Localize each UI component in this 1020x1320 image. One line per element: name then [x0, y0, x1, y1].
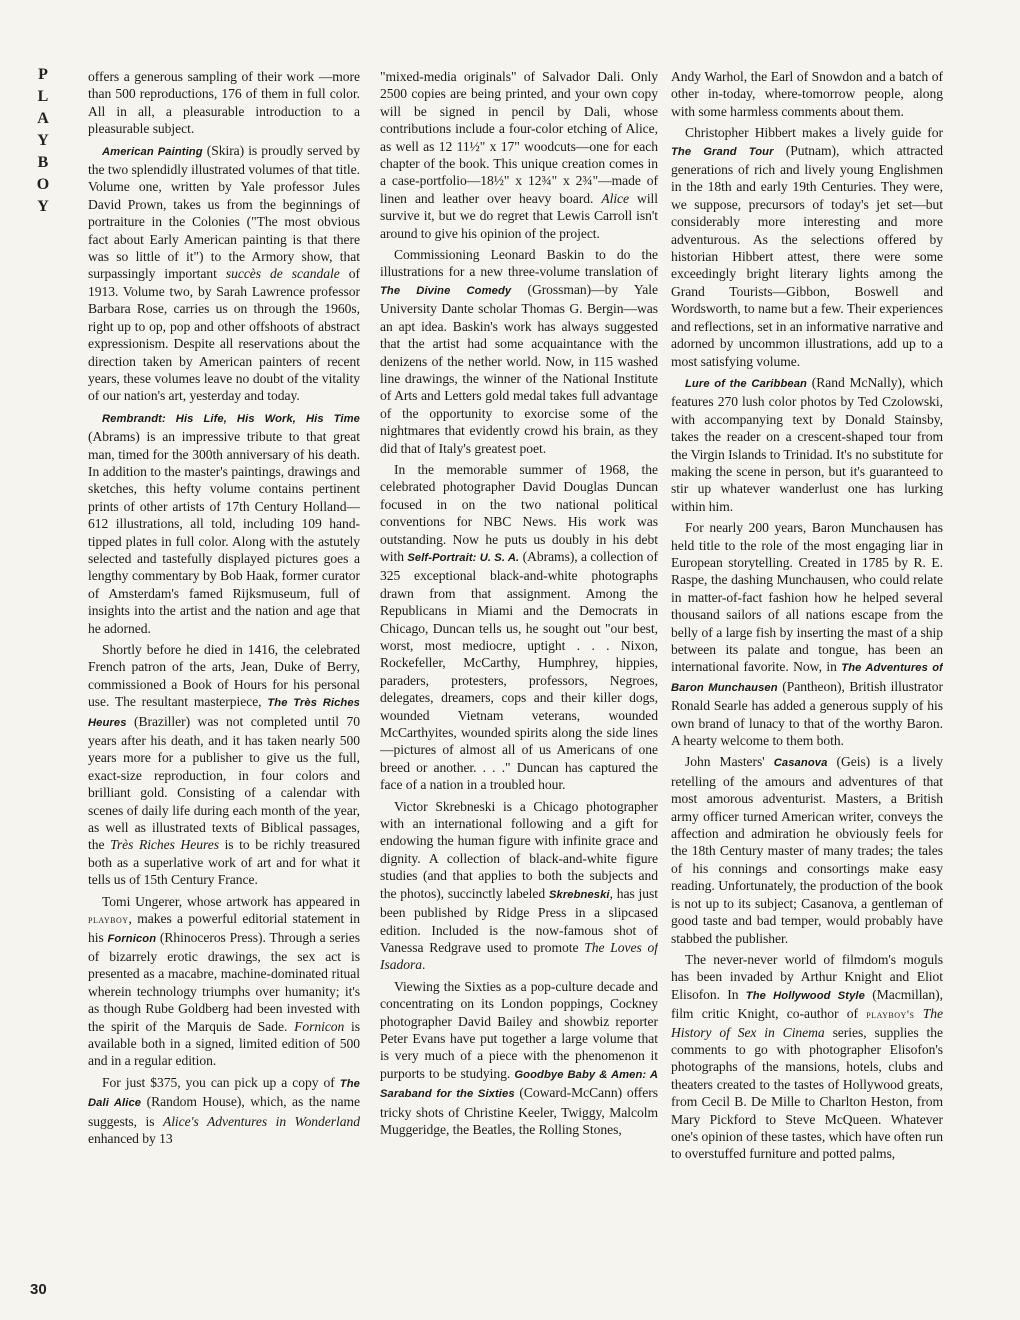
paragraph	[671, 374, 943, 515]
text-run: is available both in a signed, limited edition of 500 and in a regular edition.	[88, 1018, 360, 1069]
text-run: , has just been published by Ridge Press in a slipcased edition. Included is the now-famous shot of Vanessa Redgrave used to promote	[380, 885, 658, 955]
text-run: will survive it, but we do regret that Lewis Carroll isn't around to give his opinion of the project.	[380, 190, 658, 241]
text-run: The never-never world of filmdom's moguls has been invaded by Arthur Knight and Eliot Elisofon. In	[671, 951, 943, 1002]
magazine-letter: L	[37, 88, 49, 105]
book-title: The Adventures of Baron Munchausen	[671, 662, 943, 694]
text-run: Shortly before he died in 1416, the celebrated French patron of the arts, Jean, Duke of Berry, commissioned a Book of Hours for his personal use. The resultant masterpiece,	[88, 642, 360, 710]
text-run: (Rand McNally), which features 270 lush color photos by Ted Czolowski, with accompanying text by Donald Stainsby, takes the reader on a crescent-shaped tour from the Virgin Islands to Trinidad. It's no substitute for making the scene in person, but it's guaranteed to stir up whatever wanderlust one has lurking within him.	[671, 374, 943, 514]
paragraph	[380, 798, 658, 974]
text-run: Viewing the Sixties as a pop-culture decade and concentrating on its London poppings, Cockney photographer David Bailey and showbiz reporter Peter Evans have put together a large volume that is very much of a piece with the phenomenon it purports to be studying.	[380, 978, 658, 1081]
paragraph	[88, 409, 360, 637]
text-run: succès de scandale	[225, 266, 340, 282]
paragraph	[671, 68, 943, 120]
text-run: "mixed-media originals" of Salvador Dali. Only 2500 copies are being printed, and your own copy will be signed in pencil by Dali, whose contributions include a four-color etching of Alice, as well as 12 11½" x 17" woodcuts—one for each chapter of the book. This unique creation comes in a case-portfolio—18½" x 12¾" x 2¾"—made of linen and leather over heavy board.	[380, 69, 658, 206]
text-run: (Braziller) was not completed until 70 years after his death, and it has taken nearly 500 years more for a publisher to give us the full, exact-size reproduction, in four colors and brilliant gold. Consisting of a calendar with scenes of daily life during each month of the year, as well as illustrated texts of Biblical passages, the	[88, 713, 360, 853]
text-run: enhanced by 13	[88, 1130, 173, 1146]
book-title: Casanova	[773, 757, 828, 770]
book-title: The Très Riches Heures	[88, 697, 360, 729]
magazine-letter: Y	[37, 198, 49, 215]
text-run: Alice	[601, 190, 630, 206]
book-title: The Divine Comedy	[380, 284, 512, 297]
magazine-letter: O	[36, 176, 50, 193]
magazine-letter: Y	[37, 132, 49, 149]
text-run: .	[421, 957, 426, 973]
paragraph	[671, 124, 943, 370]
text-run: (Macmillan), film critic Knight, co-author of	[671, 986, 943, 1022]
text-run: The History of Sex in Cinema	[671, 1006, 943, 1040]
text-run: offers a generous sampling of their work —more than 500 reproductions, 176 of them in full color. All in all, a pleasurable introduction to a pleasurable subject.	[88, 69, 360, 137]
text-run: (Grossman)—by Yale University Dante scholar Thomas G. Bergin—was an apt idea. Baskin's work has always suggested that the artist had some acquaintance with the denizens of the nether world. Now, in 115 washed line drawings, the winner of the National Institute of Arts and Letters gold medal takes full advantage of the opportunity to exorcise some of the nightmares that evidently crowd his brain, as they did that of Italy's greatest poet.	[380, 281, 658, 456]
magazine-letter: B	[37, 154, 49, 171]
book-title: The Dali Alice	[88, 1077, 360, 1110]
text-column-3	[671, 68, 943, 1308]
text-run: (Pantheon), British illustrator Ronald Searle has added a generous supply of his own brand of lunacy to that of the worthy Baron. A hearty welcome to them both.	[671, 678, 943, 749]
book-title: Fornicon	[107, 932, 157, 945]
text-run: is to be richly treasured both as a superlative work of art and for what it tells us of 15th Century France.	[88, 837, 360, 888]
paragraph	[88, 893, 360, 1070]
text-run: Fornicon	[294, 1018, 345, 1034]
paragraph	[380, 461, 658, 794]
book-title: The Hollywood Style	[745, 989, 865, 1002]
text-run: (Coward-McCann) offers tricky shots of Christine Keeler, Twiggy, Malcolm Muggeridge, the Beatles, the Rolling Stones,	[380, 1085, 658, 1137]
text-run: (Skira) is proudly served by the two splendidly illustrated volumes of that title. Volume one, written by Yale professor Jules David Prown, takes us from the beginnings of portraiture in the Colonies ("The most obvious fact about Early American painting is that there was so little of it") to the Armory show, that surpassingly important	[88, 142, 360, 282]
page-number: 30	[30, 1281, 47, 1298]
magazine-letter: A	[37, 110, 49, 127]
paragraph	[88, 68, 360, 138]
text-run: (Abrams) is an impressive tribute to that great man, timed for the 300th anniversary of his death. In addition to the master's paintings, drawings and sketches, this hefty volume contains pertinent prints of other artists of 17th Century Holland—612 illustrations, all told, including 109 hand-tipped plates in full color. Along with the astutely selected and tastefully displayed pictures goes a lengthy commentary by Bob Haak, former curator of Amsterdam's famed Rijksmuseum, full of insights into the artist and the nation and age that he adorned.	[88, 429, 360, 636]
text-run: Très Riches Heures	[110, 837, 219, 853]
paragraph	[671, 519, 943, 749]
text-run: The Loves of Isadora	[380, 939, 658, 973]
text-run: (Abrams), a collection of 325 exceptional black-and-white photographs drawn from that assignment. Among the Republicans in Miami and the Democrats in Chicago, Duncan tells us, he sought out "our best, worst, most mediocre, uptight . . . Nixon, Rockefeller, McCarthy, Humphrey, hippies, paraders, protesters, professors, Negroes, delegates, dreamers, cops and their killer dogs, wounded Vietnam veterans, wounded McCarthyites, wounded spirits along the side lines—pictures of almost all of us Americans of one breed or another. . . ." Duncan has captured the face of a nation in a troubled hour.	[380, 548, 658, 793]
paragraph	[671, 951, 943, 1163]
book-title: Self-Portrait: U. S. A.	[407, 551, 520, 564]
text-run: (Geis) is a lively retelling of the amours and adventures of that most amorous adventurist. Masters, a British army officer turned American writer, conveys the affection and admiration he obviously feels for the 18th Century master of many trades; the tales of his connings and consortings make easy reading. Unfortunately, the production of the book is not up to its subject; Casanova, a gentleman of good taste and bad temper, would probably have stabbed the publisher.	[671, 754, 943, 946]
text-run: For nearly 200 years, Baron Munchausen has held title to the role of the most engaging liar in European storytelling. Created in 1785 by R. E. Raspe, the dashing Munchausen, who could relate in matter-of-fact fashion how he helped several thousand sailors of all nations escape from the belly of a large fish by inserting the mast of a ship between its palate and tongue, has been an international favorite. Now, in	[671, 520, 943, 675]
text-run: series, supplies the comments to go with photographer Elisofon's photographs of the mansions, hotels, clubs and theaters created to the tastes of Hollywood greats, from Cecil B. De Mille to Charlton Heston, from Mary Pickford to Steve McQueen. Whatever one's opinion of these tastes, which have often run to overstuffed furniture and potted palms,	[671, 1024, 943, 1162]
text-run: Christopher Hibbert makes a lively guide for	[685, 125, 943, 141]
paragraph	[380, 978, 658, 1139]
text-column-2	[380, 68, 658, 1308]
text-run: John Masters'	[685, 754, 774, 770]
text-run: of 1913. Volume two, by Sarah Lawrence professor Barbara Rose, carries us on through the 1960s, right up to op, pop and other offshoots of abstract expressionism. Despite all reservations about the direction taken by American painters of recent years, these volumes leave no doubt of the vitality of our nation's art, yesterday and today.	[88, 266, 360, 404]
text-run: playboy	[88, 912, 129, 927]
text-run	[914, 1006, 922, 1021]
text-run: For just $375, you can pick up a copy of	[102, 1074, 340, 1090]
paragraph	[88, 1074, 360, 1148]
text-run: Tomi Ungerer, whose artwork has appeared in	[102, 893, 360, 909]
text-run: (Random House), which, as the name suggests, is	[88, 1094, 360, 1129]
text-run: Andy Warhol, the Earl of Snowdon and a batch of other in-today, where-tomorrow people, along with some harmless comments about them.	[671, 69, 943, 119]
book-title: The Grand Tour	[671, 145, 774, 158]
text-run: Victor Skrebneski is a Chicago photographer with an international following and a gift for endowing the human figure with infinite grace and dignity. A collection of black-and-white figure studies (and that applies to both the subjects and the photos), succinctly labeled	[380, 798, 658, 901]
book-title: Goodbye Baby & Amen: A Saraband for the Sixties	[380, 1068, 658, 1101]
magazine-letter: P	[38, 66, 48, 83]
magazine-name-vertical	[33, 64, 53, 218]
book-title: Rembrandt: His Life, His Work, His Time	[102, 412, 360, 425]
paragraph	[380, 246, 658, 457]
paragraph	[671, 753, 943, 946]
text-run: Alice's Adventures in Wonderland	[162, 1113, 360, 1129]
paragraph	[88, 641, 360, 889]
text-column-1	[88, 68, 360, 1308]
text-run: Commissioning Leonard Baskin to do the illustrations for a new three-volume translation of	[380, 247, 658, 280]
text-run: , makes a powerful editorial statement in his	[88, 911, 360, 945]
text-run: playboy's	[866, 1007, 915, 1022]
paragraph	[380, 68, 658, 242]
text-run: (Putnam), which attracted generations of rich and lively young Englishmen in the 18th and early 19th Centuries. They were, we suppose, precursors of today's jet set—but considerably more interesting and more adventurous. As the selections offered by historian Hibbert attest, there were some exceedingly bright literary lights among the Grand Tourists—Gibbon, Boswell and Wordsworth, to name but a few. Their experiences and reflections, set in an informative narrative and adorned by uncommon illustrations, add up to a most satisfying volume.	[671, 142, 943, 369]
book-title: American Painting	[102, 145, 203, 158]
paragraph	[88, 142, 360, 405]
book-title: Lure of the Caribbean	[685, 377, 807, 390]
text-run: In the memorable summer of 1968, the celebrated photographer David Douglas Duncan focused in on the two national political conventions for NBC News. His work was outstanding. Now he puts us doubly in his debt with	[380, 461, 658, 564]
text-run: (Rhinoceros Press). Through a series of bizarrely erotic drawings, the sex act is presented as a macabre, machine-dominated ritual wherein technology triumphs over humanity; it's as though Rube Goldberg had been invested with the spirit of the Marquis de Sade.	[88, 929, 360, 1034]
book-title: Skrebneski	[548, 888, 610, 901]
